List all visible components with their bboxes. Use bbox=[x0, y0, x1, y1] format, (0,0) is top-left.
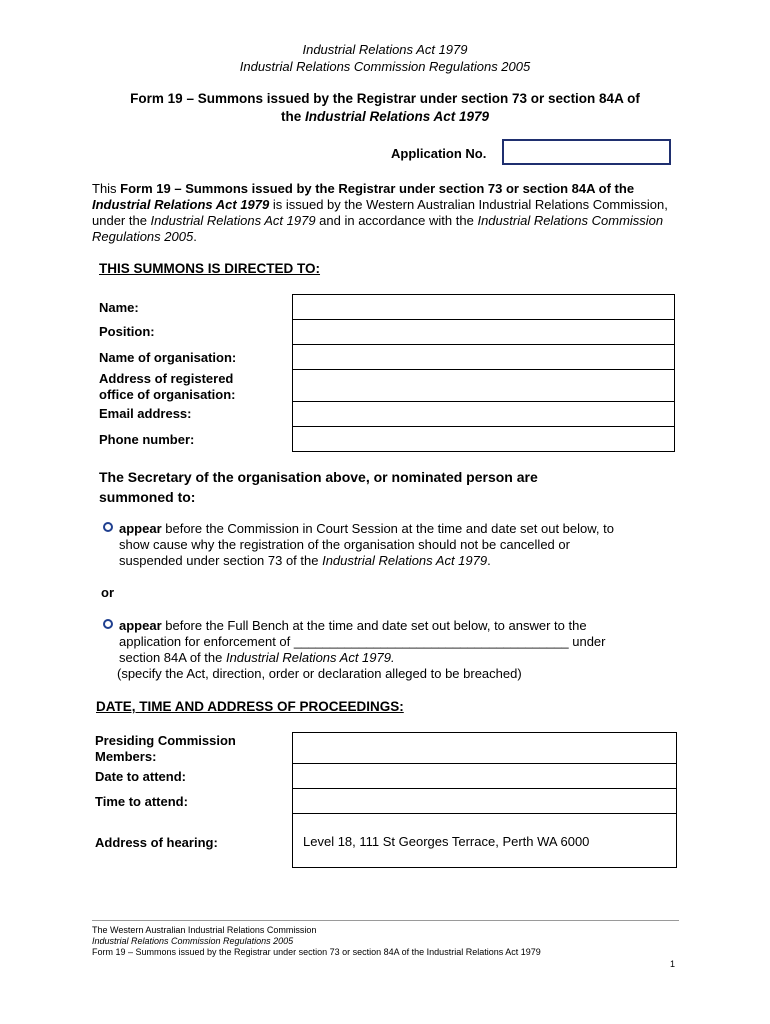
intro-text: and in accordance with the bbox=[315, 213, 478, 228]
intro-act-bold: Industrial Relations Act 1979 bbox=[92, 197, 270, 212]
intro-form-name: Form 19 – Summons issued by the Registrar under section 73 or section 84A of the bbox=[120, 181, 635, 196]
application-no-field[interactable] bbox=[502, 139, 671, 165]
organisation-field[interactable] bbox=[292, 344, 675, 370]
presiding-label-line2: Members: bbox=[95, 749, 157, 764]
option2-line1 bbox=[119, 618, 587, 634]
address-label-line2: office of organisation: bbox=[99, 387, 236, 402]
email-field[interactable] bbox=[292, 401, 675, 427]
option1-appear: appear bbox=[119, 521, 162, 536]
phone-label: Phone number: bbox=[99, 432, 195, 447]
option1-text: before the Commission in Court Session at the time and date set out below, to bbox=[161, 521, 614, 536]
phone-field[interactable] bbox=[292, 426, 675, 452]
organisation-label: Name of organisation: bbox=[99, 350, 237, 365]
form-title-line2 bbox=[0, 108, 770, 126]
intro-act: Industrial Relations Act 1979 bbox=[150, 213, 316, 228]
option2-line4: (specify the Act, direction, order or declaration alleged to be breached) bbox=[117, 666, 522, 681]
position-field[interactable] bbox=[292, 319, 675, 345]
option2-act: Industrial Relations Act 1979. bbox=[225, 650, 395, 665]
date-field[interactable] bbox=[292, 763, 677, 789]
option1-line2: show cause why the registration of the organisation should not be cancelled or bbox=[119, 537, 570, 552]
form-title-pre: the bbox=[280, 109, 305, 124]
presiding-label-line1: Presiding Commission bbox=[95, 733, 236, 748]
application-no-label: Application No. bbox=[391, 146, 487, 161]
option2-appear: appear bbox=[119, 618, 162, 633]
intro-regulations: Industrial Relations Commission Regulations 2005 bbox=[92, 213, 664, 244]
time-field[interactable] bbox=[292, 788, 677, 814]
page-number: 1 bbox=[670, 959, 676, 969]
intro-paragraph bbox=[92, 181, 677, 245]
option1-text-end: . bbox=[487, 553, 491, 568]
intro-text: . bbox=[193, 229, 197, 244]
footer-regulations: Industrial Relations Commission Regulations 2005 bbox=[92, 936, 294, 946]
directed-to-heading: THIS SUMMONS IS DIRECTED TO: bbox=[99, 261, 321, 276]
header-regulations: Industrial Relations Commission Regulations 2005 bbox=[239, 59, 531, 74]
name-label: Name: bbox=[99, 300, 139, 315]
or-text: or bbox=[101, 585, 114, 600]
address-hearing-value: Level 18, 111 St Georges Terrace, Perth WA 6000 bbox=[303, 834, 590, 849]
option1-line1 bbox=[119, 521, 614, 537]
email-label: Email address: bbox=[99, 406, 192, 421]
time-label: Time to attend: bbox=[95, 794, 188, 809]
option2-line2: application for enforcement of ______________________________________ under bbox=[119, 634, 606, 649]
option2-text: before the Full Bench at the time and date set out below, to answer to the bbox=[161, 618, 587, 633]
address-hearing-field[interactable] bbox=[292, 813, 677, 868]
form-title-line1: Form 19 – Summons issued by the Registrar under section 73 or section 84A of bbox=[130, 91, 640, 106]
option-full-bench-radio[interactable] bbox=[103, 619, 113, 629]
proceedings-heading: DATE, TIME AND ADDRESS OF PROCEEDINGS: bbox=[96, 699, 404, 714]
summoned-line2: summoned to: bbox=[99, 489, 196, 505]
form-title-act: Industrial Relations Act 1979 bbox=[304, 109, 490, 124]
intro-text: is issued by the Western Australian Industrial Relations Commission, under the bbox=[92, 197, 668, 228]
date-label: Date to attend: bbox=[95, 769, 186, 784]
option2-line3 bbox=[119, 650, 395, 666]
option1-text: suspended under section 73 of the bbox=[119, 553, 323, 568]
option-court-session-radio[interactable] bbox=[103, 522, 113, 532]
address-field[interactable] bbox=[292, 369, 675, 402]
name-field[interactable] bbox=[292, 294, 675, 320]
position-label: Position: bbox=[99, 324, 155, 339]
option1-line3 bbox=[119, 553, 491, 569]
option2-text: section 84A of the bbox=[119, 650, 226, 665]
footer-form-title: Form 19 – Summons issued by the Registrar under section 73 or section 84A of the Industrial Relations Act 1979 bbox=[92, 947, 541, 957]
footer-divider bbox=[92, 920, 679, 921]
address-label-line1: Address of registered bbox=[99, 371, 234, 386]
header-act: Industrial Relations Act 1979 bbox=[302, 42, 468, 57]
presiding-field[interactable] bbox=[292, 732, 677, 764]
option1-act: Industrial Relations Act 1979 bbox=[322, 553, 488, 568]
intro-text: This bbox=[92, 181, 121, 196]
footer-commission: The Western Australian Industrial Relations Commission bbox=[92, 925, 317, 935]
address-hearing-label: Address of hearing: bbox=[95, 835, 218, 850]
summoned-line1: The Secretary of the organisation above, or nominated person are bbox=[99, 469, 538, 485]
